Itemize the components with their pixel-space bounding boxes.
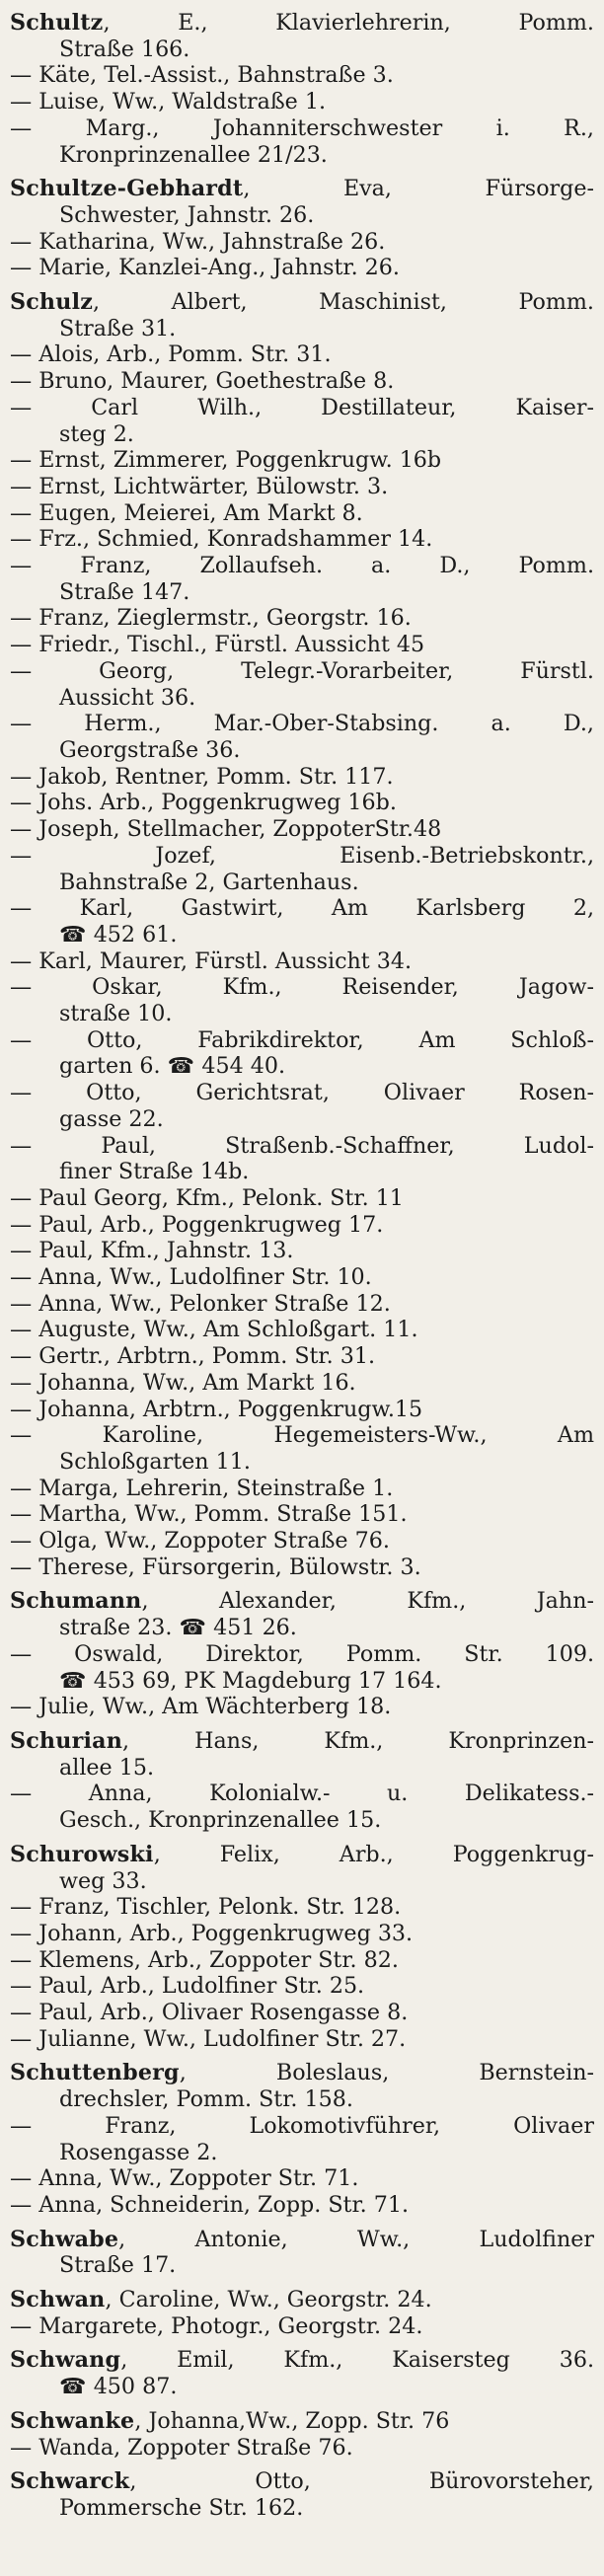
directory-entry: [10, 2026, 594, 2053]
directory-entry: [10, 368, 594, 395]
directory-entry: [10, 816, 594, 843]
surname: Schwabe: [10, 2226, 119, 2252]
entry-line: — Georg, Telegr.-Vorarbeiter, Fürstl.: [10, 657, 594, 684]
entry-line: — Jakob, Rentner, Pomm. Str. 117.: [10, 763, 394, 790]
directory-entry: [10, 341, 594, 368]
entry-line: — Anna, Kolonialw.- u. Delikatess.-: [10, 1780, 594, 1807]
entry-line: — Bruno, Maurer, Goethestraße 8.: [10, 368, 395, 395]
directory-entry: [10, 1264, 594, 1291]
entry-line: — Oskar, Kfm., Reisender, Jagow-: [10, 974, 594, 1001]
entry-line: — Friedr., Tischl., Fürstl. Aussicht 45: [10, 632, 425, 658]
surname: Schwarck: [10, 2468, 130, 2495]
entry-continuation-line: Straße 166.: [59, 36, 190, 62]
entry-continuation-line: Schwester, Jahnstr. 26.: [59, 201, 315, 228]
directory-entry-head: [10, 2408, 594, 2435]
surname: Schumann: [10, 1588, 142, 1615]
directory-entry: [10, 948, 594, 975]
directory-entry: [10, 843, 594, 895]
directory-entry: [10, 658, 594, 711]
directory-entry: [10, 1641, 594, 1694]
entry-line: Schwarck, Otto, Bürovorsteher,: [10, 2468, 594, 2495]
directory-entry: [10, 1554, 594, 1581]
directory-entry-head: [10, 2287, 594, 2313]
entry-line: — Anna, Ww., Zoppoter Str. 71.: [10, 2165, 359, 2192]
entry-line: — Alois, Arb., Pomm. Str. 31.: [10, 341, 332, 368]
entry-line: — Franz, Tischler, Pelonk. Str. 128.: [10, 1894, 402, 1921]
directory-entry: [10, 1501, 594, 1528]
directory-entry: [10, 605, 594, 632]
entry-line: Schwabe, Antonie, Ww., Ludolfiner: [10, 2226, 594, 2252]
entry-continuation-line: Gesch., Kronprinzenallee 15.: [59, 1807, 382, 1834]
directory-entry-head: [10, 1588, 594, 1640]
directory-entry-head: [10, 176, 594, 228]
entry-line: Schurian, Hans, Kfm., Kronprinzen-: [10, 1728, 594, 1754]
directory-entry: [10, 1212, 594, 1239]
entry-line: — Paul, Arb., Ludolfiner Str. 25.: [10, 1973, 365, 2000]
directory-entry-head: [10, 2347, 594, 2399]
entry-continuation-line: gasse 22.: [59, 1105, 164, 1132]
directory-entry: [10, 1080, 594, 1132]
directory-entry: [10, 711, 594, 763]
directory-entry: [10, 1528, 594, 1554]
entry-line: — Anna, Ww., Pelonker Straße 12.: [10, 1290, 391, 1317]
entry-line: Schuttenberg, Boleslaus, Bernstein-: [10, 2060, 594, 2086]
directory-entry: [10, 1027, 594, 1080]
entry-line: — Luise, Ww., Waldstraße 1.: [10, 89, 327, 115]
entry-continuation-line: steg 2.: [59, 420, 134, 447]
entry-continuation-line: drechsler, Pomm. Str. 158.: [59, 2086, 353, 2113]
entry-line: — Paul Georg, Kfm., Pelonk. Str. 11: [10, 1184, 404, 1211]
entry-line: — Franz, Lokomotivführer, Olivaer: [10, 2112, 594, 2139]
entry-line: — Marg., Johanniterschwester i. R.,: [10, 114, 594, 141]
entry-line: — Julianne, Ww., Ludolfiner Str. 27.: [10, 2025, 407, 2052]
entry-line: — Johann, Arb., Poggenkrugweg 33.: [10, 1920, 414, 1946]
entry-line: — Herm., Mar.-Ober-Stabsing. a. D.,: [10, 711, 594, 737]
directory-entry: [10, 2192, 594, 2219]
directory-entry: [10, 2313, 594, 2340]
entry-continuation-line: Rosengasse 2.: [59, 2139, 218, 2165]
directory-entry-head: [10, 1842, 594, 1894]
entry-continuation-line: Schloßgarten 11.: [59, 1448, 251, 1475]
directory-entry: [10, 1370, 594, 1397]
surname: Schultz: [10, 10, 104, 36]
entry-line: — Ernst, Lichtwärter, Bülowstr. 3.: [10, 473, 389, 499]
entry-line: Schwanke, Johanna,Ww., Zopp. Str. 76: [10, 2407, 450, 2434]
entry-line: — Klemens, Arb., Zoppoter Str. 82.: [10, 1946, 399, 1973]
entry-line: — Paul, Arb., Poggenkrugweg 17.: [10, 1211, 384, 1238]
entry-continuation-line: Georgstraße 36.: [59, 736, 241, 763]
directory-entry: [10, 1185, 594, 1212]
directory-entry: [10, 255, 594, 281]
entry-line: Schumann, Alexander, Kfm., Jahn-: [10, 1588, 594, 1615]
directory-entry-head: [10, 2060, 594, 2112]
surname: Schurian: [10, 1728, 123, 1754]
entry-line: — Joseph, Stellmacher, ZoppoterStr.48: [10, 816, 442, 843]
directory-entry: [10, 395, 594, 447]
entry-line: — Anna, Ww., Ludolfiner Str. 10.: [10, 1264, 372, 1291]
surname: Schulz: [10, 289, 94, 316]
entry-line: Schwan, Caroline, Ww., Georgstr. 24.: [10, 2287, 432, 2313]
directory-entry: [10, 1422, 594, 1475]
directory-entry: [10, 1133, 594, 1185]
directory-entry: [10, 764, 594, 791]
entry-line: — Franz, Zieglermstr., Georgstr. 16.: [10, 605, 412, 632]
directory-entry: [10, 1780, 594, 1833]
entry-line: — Paul, Arb., Olivaer Rosengasse 8.: [10, 2000, 409, 2026]
entry-line: — Julie, Ww., Am Wächterberg 18.: [10, 1694, 392, 1720]
entry-continuation-line: straße 10.: [59, 1001, 173, 1027]
entry-continuation-line: Kronprinzenallee 21/23.: [59, 141, 328, 168]
directory-entry: [10, 447, 594, 474]
directory-entry: [10, 89, 594, 115]
entry-line: — Margarete, Photogr., Georgstr. 24.: [10, 2312, 423, 2339]
directory-entry: [10, 1921, 594, 1947]
directory-entry: [10, 2113, 594, 2165]
entry-line: — Karoline, Hegemeisters-Ww., Am: [10, 1422, 594, 1449]
directory-entry-head: [10, 1728, 594, 1780]
entry-line: Schultze-Gebhardt, Eva, Fürsorge-: [10, 176, 594, 202]
entry-continuation-line: weg 33.: [59, 1867, 147, 1894]
entry-line: — Karl, Gastwirt, Am Karlsberg 2,: [10, 895, 594, 922]
entry-continuation-line: Straße 147.: [59, 578, 190, 605]
entry-line: — Katharina, Ww., Jahnstraße 26.: [10, 228, 386, 255]
entry-line: — Anna, Schneiderin, Zopp. Str. 71.: [10, 2191, 409, 2218]
entry-line: — Martha, Ww., Pomm. Straße 151.: [10, 1501, 408, 1528]
entry-line: — Ernst, Zimmerer, Poggenkrugw. 16b: [10, 447, 442, 474]
directory-entry: [10, 474, 594, 500]
entry-continuation-line: finer Straße 14b.: [59, 1159, 250, 1185]
entry-line: — Olga, Ww., Zoppoter Straße 76.: [10, 1528, 390, 1554]
directory-entry: [10, 1238, 594, 1264]
directory-entry: [10, 1317, 594, 1343]
entry-line: — Eugen, Meierei, Am Markt 8.: [10, 499, 363, 526]
entry-line: Schultz, E., Klavierlehrerin, Pomm.: [10, 10, 594, 36]
entry-line: — Johanna, Arbtrn., Poggenkrugw.15: [10, 1396, 423, 1422]
directory-entries: [10, 10, 594, 2522]
directory-entry: [10, 895, 594, 947]
entry-line: — Käte, Tel.-Assist., Bahnstraße 3.: [10, 62, 394, 89]
entry-line: — Johanna, Ww., Am Markt 16.: [10, 1369, 356, 1396]
entry-line: — Carl Wilh., Destillateur, Kaiser-: [10, 394, 594, 420]
entry-line: — Otto, Fabrikdirektor, Am Schloß-: [10, 1026, 594, 1053]
directory-entry: [10, 790, 594, 816]
entry-line: — Auguste, Ww., Am Schloßgart. 11.: [10, 1317, 418, 1343]
directory-entry: [10, 526, 594, 553]
entry-line: — Paul, Kfm., Jahnstr. 13.: [10, 1238, 294, 1264]
entry-line: — Karl, Maurer, Fürstl. Aussicht 34.: [10, 947, 413, 974]
entry-line: — Frz., Schmied, Konradshammer 14.: [10, 526, 433, 553]
surname: Schurowski: [10, 1841, 154, 1867]
directory-entry: [10, 1894, 594, 1921]
directory-entry: [10, 1343, 594, 1370]
entry-line: — Franz, Zollaufseh. a. D., Pomm.: [10, 553, 594, 579]
surname: Schultze-Gebhardt: [10, 176, 244, 202]
surname: Schwan: [10, 2287, 106, 2313]
directory-entry-head: [10, 2468, 594, 2521]
directory-entry: [10, 229, 594, 256]
entry-line: — Therese, Fürsorgerin, Bülowstr. 3.: [10, 1553, 421, 1580]
entry-line: Schulz, Albert, Maschinist, Pomm.: [10, 289, 594, 316]
entry-line: — Johs. Arb., Poggenkrugweg 16b.: [10, 790, 397, 816]
directory-entry: [10, 1397, 594, 1423]
entry-continuation-line: ☎ 450 87.: [59, 2374, 178, 2400]
entry-continuation-line: Straße 31.: [59, 315, 177, 341]
surname: Schwang: [10, 2347, 121, 2374]
directory-entry: [10, 2000, 594, 2026]
directory-entry: [10, 553, 594, 605]
entry-line: Schwang, Emil, Kfm., Kaisersteg 36.: [10, 2347, 594, 2374]
directory-entry: [10, 115, 594, 168]
entry-continuation-line: straße 23. ☎ 451 26.: [59, 1615, 297, 1641]
directory-entry: [10, 62, 594, 89]
directory-entry-head: [10, 289, 594, 341]
entry-line: — Jozef, Eisenb.-Betriebskontr.,: [10, 842, 594, 869]
directory-entry: [10, 500, 594, 527]
entry-line: — Marie, Kanzlei-Ang., Jahnstr. 26.: [10, 255, 400, 281]
entry-line: — Otto, Gerichtsrat, Olivaer Rosen-: [10, 1080, 594, 1106]
entry-continuation-line: Straße 17.: [59, 2252, 177, 2279]
entry-line: — Wanda, Zoppoter Straße 76.: [10, 2434, 353, 2461]
entry-line: Schurowski, Felix, Arb., Poggenkrug-: [10, 1841, 594, 1867]
entry-continuation-line: Pommersche Str. 162.: [59, 2494, 304, 2521]
entry-continuation-line: ☎ 453 69, PK Magdeburg 17 164.: [59, 1667, 442, 1694]
directory-entry: [10, 632, 594, 658]
directory-entry: [10, 1973, 594, 2000]
directory-entry-head: [10, 2227, 594, 2279]
directory-entry: [10, 1291, 594, 1318]
directory-entry: [10, 2165, 594, 2192]
entry-line: — Paul, Straßenb.-Schaffner, Ludol-: [10, 1132, 594, 1159]
entry-line: — Oswald, Direktor, Pomm. Str. 109.: [10, 1640, 594, 1667]
entry-continuation-line: Aussicht 36.: [59, 684, 196, 711]
entry-line: — Marga, Lehrerin, Steinstraße 1.: [10, 1475, 394, 1501]
directory-entry: [10, 974, 594, 1026]
directory-entry: [10, 1476, 594, 1502]
surname: Schuttenberg: [10, 2060, 180, 2086]
entry-continuation-line: allee 15.: [59, 1754, 155, 1780]
entry-continuation-line: ☎ 452 61.: [59, 921, 178, 947]
entry-line: — Gertr., Arbtrn., Pomm. Str. 31.: [10, 1343, 375, 1370]
directory-entry: [10, 2435, 594, 2462]
directory-entry: [10, 1694, 594, 1720]
entry-continuation-line: Bahnstraße 2, Gartenhaus.: [59, 869, 359, 895]
entry-continuation-line: garten 6. ☎ 454 40.: [59, 1053, 286, 1080]
surname: Schwanke: [10, 2407, 135, 2434]
directory-entry: [10, 1947, 594, 1974]
directory-entry-head: [10, 10, 594, 62]
